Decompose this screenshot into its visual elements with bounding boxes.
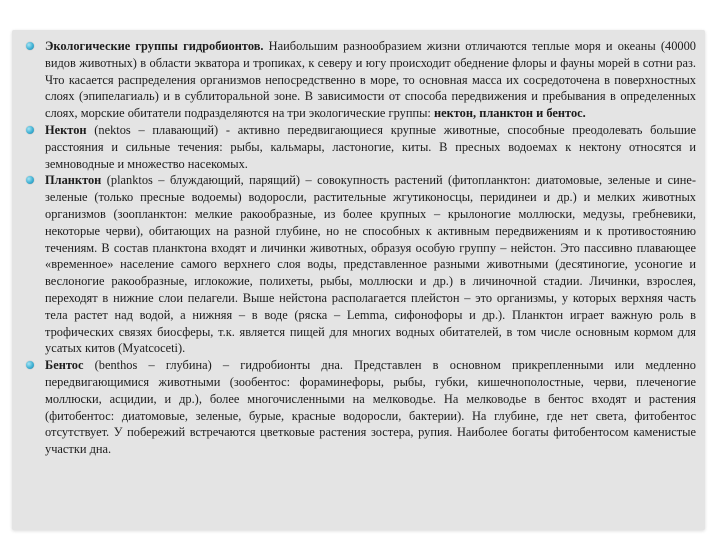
item-tail: нектон, планктон и бентос.	[433, 106, 586, 121]
item-lead: Экологические группы гидробионтов.	[45, 39, 264, 53]
list-item-plankton	[26, 172, 696, 357]
bullet-icon	[26, 126, 34, 134]
list-item-nekton	[26, 122, 696, 172]
list-item-benthos	[26, 357, 696, 458]
item-text: (benthos – глубина) – гидробионты дна. Представлен в основном прикрепленными или медленно передвигающимися животными (зообентос: фораминефоры, рыбы, губки, кишечнополостные, черви, плеченогие моллюски, асцидии, и др.), более многочисленными на мелководье. На мелководье в бентос входят и растения (фитобентос: диатомовые, зеленые, бурые, красные водоросли, бактерии). На глубине, где нет света, фитобентос отсутствует. У побережий встречаются цветковые растения зостера, рупия. Наиболее богаты фитобентосом каменистые участки дна.	[45, 358, 696, 457]
item-lead: Бентос	[45, 358, 84, 373]
bullet-icon	[26, 176, 34, 184]
list-item-ecological-groups	[26, 38, 696, 122]
item-lead: Планктон	[45, 173, 102, 188]
bullet-icon	[26, 42, 34, 50]
paragraph	[45, 357, 696, 458]
item-lead: Нектон	[45, 122, 87, 137]
item-text: Наибольшим разнообразием жизни отличаются теплые моря и океаны (40000 видов животных) в области экватора и тропиках, к северу и югу происходит обеднение флоры и фауны морей в сотни раз. Что касается распределения организмов непосредственно в море, то основная масса их сосредоточена в поверхностных слоях (эпипелагиаль) и в сублиторальной зоне. В зависимости от способа передвижения и пребывания в определенных слоях, морские обитатели подразделяются на три экологические группы:	[45, 39, 696, 121]
paragraph	[45, 122, 696, 172]
bullet-list	[26, 38, 696, 458]
item-text: (planktos – блуждающий, парящий) – совокупность растений (фитопланктон: диатомовые, зеленые и сине-зеленые (только пресные водоемы) водоросли, растительные жгутиконосцы, перидинеи и др.) и мелких животных организмов (зоопланктон: мелкие ракообразные, из более крупных – крылоногие моллюски, медузы, гребневики, некоторые черви), обитающих на разной глубине, но не способных к активным передвижениям и к противостоянию течениям. В состав планктона входят и личинки животных, образуя особую группу – нейстон. Это пассивно плавающее «временное» население самого верхнего слоя воды, представленное разными животными (десятиногие, усоногие и веслоногие ракообразные, иглокожие, полихеты, рыбы, моллюски и др.) в личиночной стадии. Личинки, взрослея, переходят в нижние слои пелагели. Выше нейстона располагается плейстон – это организмы, у которых верхняя часть тела растет над водой, а нижняя – в воде (ряска – Lemma, сифонофоры и др.). Планктон играет важную роль в трофических связях биосферы, т.к. является пищей для многих водных обитателей, в том числе основным кормом для усатых китов (Myatcoceti).	[45, 173, 696, 356]
paragraph	[45, 172, 696, 357]
paragraph	[45, 38, 696, 122]
item-text: (nektos – плавающий) - активно передвигающиеся крупные животные, способные преодолевать большие расстояния и сильные течения: рыбы, кальмары, ластоногие, киты. В пресных водоемах к нектону относятся и земноводные и множество насекомых.	[45, 122, 696, 171]
bullet-icon	[26, 361, 34, 369]
